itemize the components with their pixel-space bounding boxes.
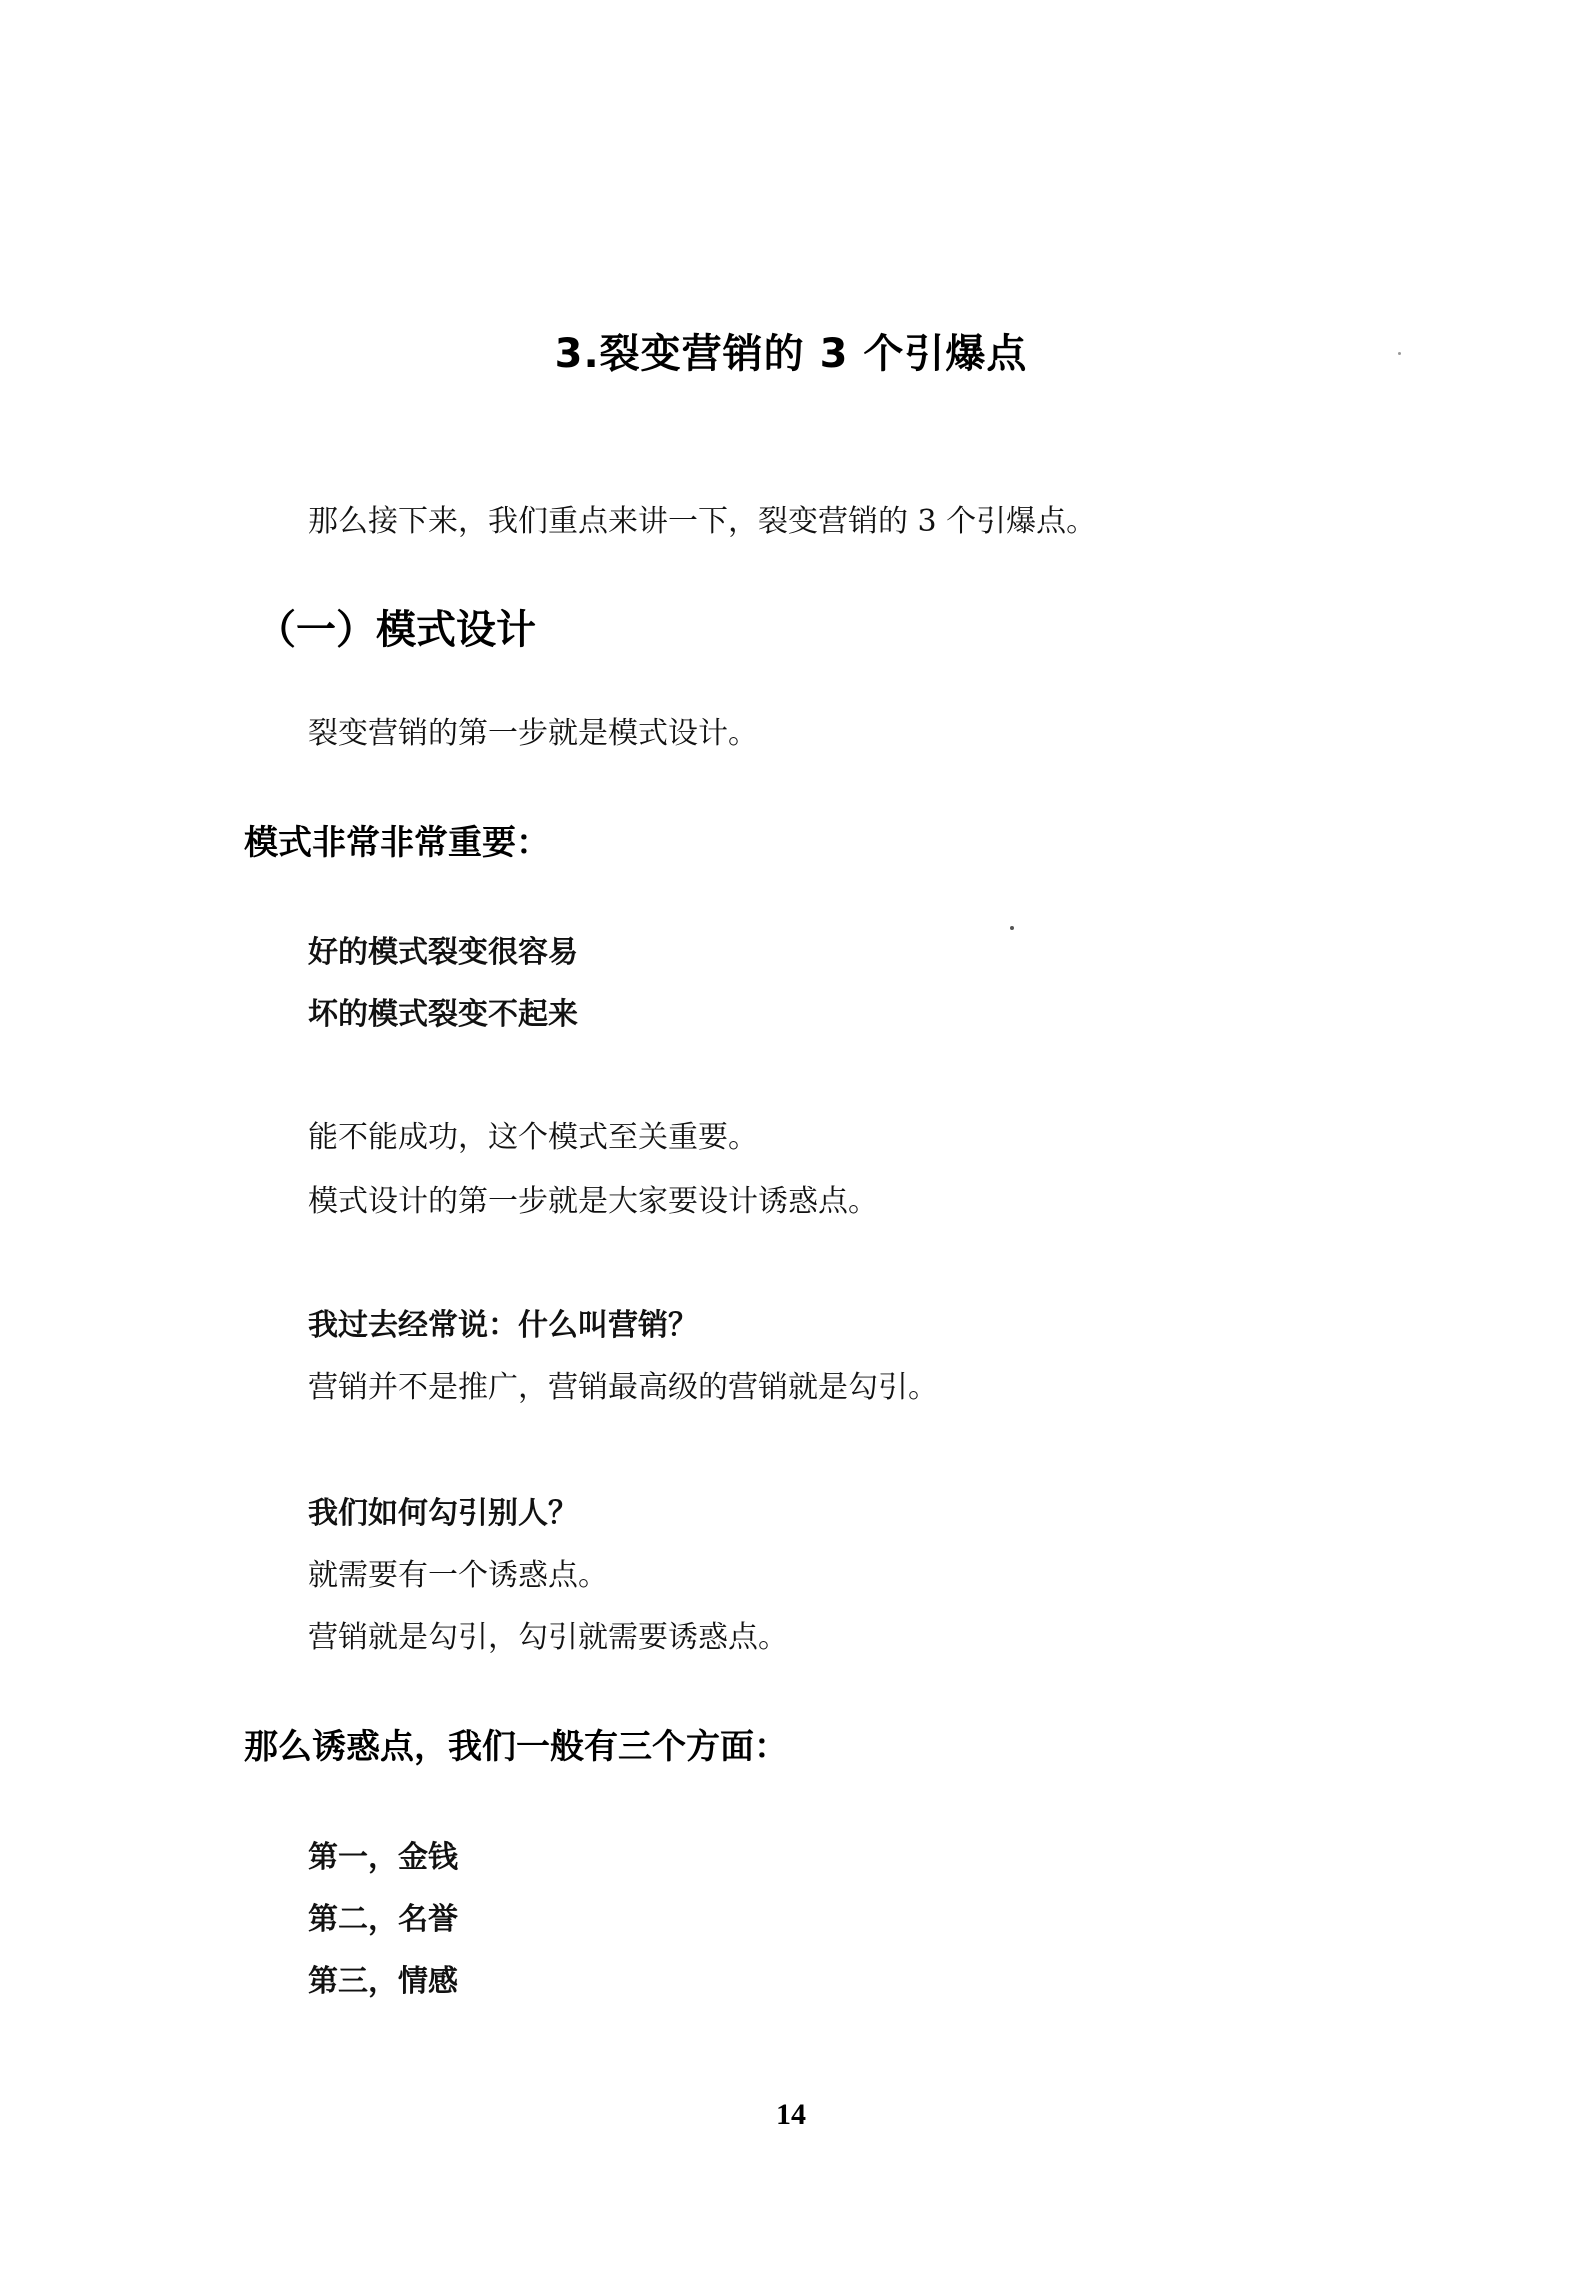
good-model-point: 好的模式裂变很容易 [308,935,578,970]
aspect-item: 第三，情感 [308,1964,458,1999]
importance-heading: 模式非常非常重要： [244,823,550,863]
seduce-line: 就需要有一个诱惑点。 [308,1558,608,1593]
page-number: 14 [776,2098,806,2131]
aspect-item: 第一，金钱 [308,1840,458,1875]
page-title: 3.裂变营销的 3 个引爆点 [554,331,1028,377]
seduce-question: 我们如何勾引别人？ [308,1496,578,1531]
section-first-line: 裂变营销的第一步就是模式设计。 [308,716,758,751]
seduce-line: 营销就是勾引，勾引就需要诱惑点。 [308,1620,788,1655]
marketing-question: 我过去经常说：什么叫营销？ [308,1308,698,1343]
aspects-heading: 那么诱惑点，我们一般有三个方面： [244,1727,788,1767]
scan-speck [1398,352,1401,355]
marketing-answer: 营销并不是推广，营销最高级的营销就是勾引。 [308,1370,938,1405]
success-line: 能不能成功，这个模式至关重要。 [308,1120,758,1155]
scan-speck [1010,926,1014,930]
intro-paragraph: 那么接下来，我们重点来讲一下，裂变营销的 3 个引爆点。 [308,504,1097,539]
design-first-step-line: 模式设计的第一步就是大家要设计诱惑点。 [308,1184,878,1219]
aspect-item: 第二，名誉 [308,1902,458,1937]
section-heading: （一）模式设计 [256,607,536,653]
bad-model-point: 坏的模式裂变不起来 [308,997,578,1032]
